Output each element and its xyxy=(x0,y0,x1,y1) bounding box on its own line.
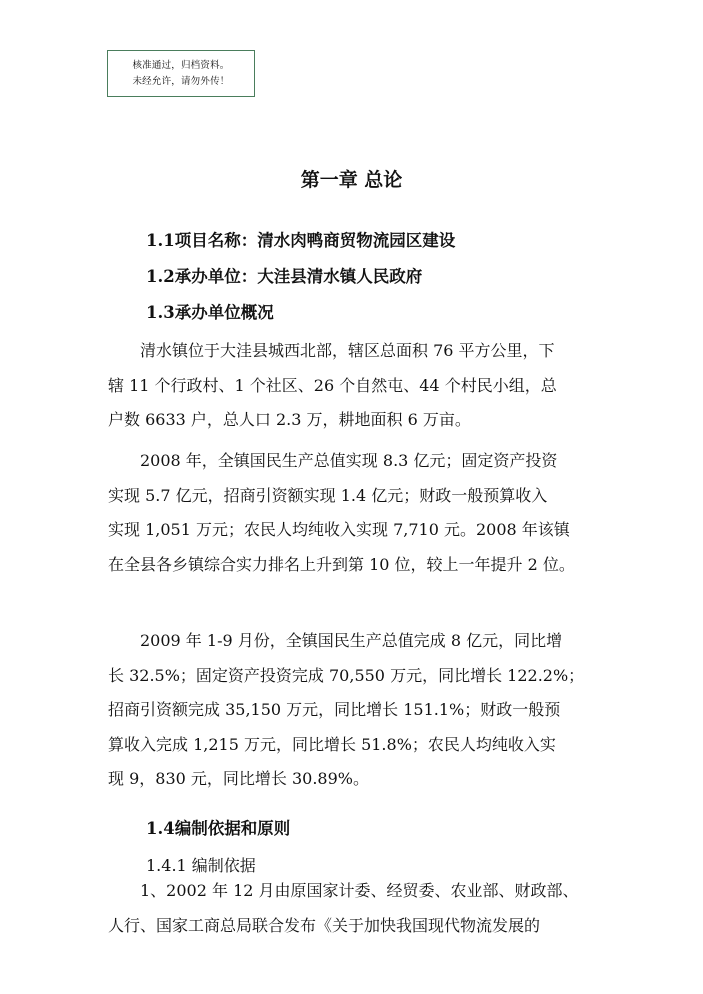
text-line: 在全县各乡镇综合实力排名上升到第 10 位，较上一年提升 2 位。 xyxy=(108,554,575,574)
text-line: 招商引资额完成 35,150 万元，同比增长 151.1%；财政一般预 xyxy=(108,700,561,720)
text-line: 1、2002 年 12 月由原国家计委、经贸委、农业部、财政部、 xyxy=(140,881,579,900)
basis-paragraph xyxy=(108,874,608,943)
section-1-4-heading: 1.4编制依据和原则 xyxy=(146,819,291,838)
economy-2009-paragraph xyxy=(108,624,608,797)
stamp-line-2: 未经允许，请勿外传！ xyxy=(132,75,230,87)
section-1-4-1-heading: 1.4.1 编制依据 xyxy=(146,856,256,875)
text-line: 人行、国家工商总局联合发布《关于加快我国现代物流发展的 xyxy=(108,915,541,935)
text-line: 辖 11 个行政村、1 个社区、26 个自然屯、44 个村民小组，总 xyxy=(108,375,557,395)
stamp-line-1: 核准通过，归档资料。 xyxy=(132,59,230,71)
text-line: 实现 1,051 万元；农民人均纯收入实现 7,710 元。2008 年该镇 xyxy=(108,520,570,540)
section-1-3-heading: 1.3承办单位概况 xyxy=(146,303,274,322)
text-line: 长 32.5%；固定资产投资完成 70,550 万元，同比增长 122.2%； xyxy=(108,665,585,685)
economy-2008-paragraph xyxy=(108,444,608,582)
text-line: 2008 年，全镇国民生产总值实现 8.3 亿元；固定资产投资 xyxy=(140,451,558,470)
text-line: 清水镇位于大洼县城西北部，辖区总面积 76 平方公里，下 xyxy=(140,341,555,360)
chapter-title: 第一章 总论 xyxy=(300,169,403,191)
text-line: 现 9，830 元，同比增长 30.89%。 xyxy=(108,769,369,789)
section-1-1-heading: 1.1项目名称：清水肉鸭商贸物流园区建设 xyxy=(146,231,456,250)
overview-paragraph xyxy=(108,334,608,438)
text-line: 实现 5.7 亿元，招商引资额实现 1.4 亿元；财政一般预算收入 xyxy=(108,485,548,505)
text-line: 2009 年 1-9 月份，全镇国民生产总值完成 8 亿元，同比增 xyxy=(140,631,563,650)
confidential-stamp xyxy=(107,50,255,97)
text-line: 户数 6633 户，总人口 2.3 万，耕地面积 6 万亩。 xyxy=(108,410,471,430)
text-line: 算收入完成 1,215 万元，同比增长 51.8%；农民人均纯收入实 xyxy=(108,734,556,754)
section-1-2-heading: 1.2承办单位：大洼县清水镇人民政府 xyxy=(146,267,423,286)
